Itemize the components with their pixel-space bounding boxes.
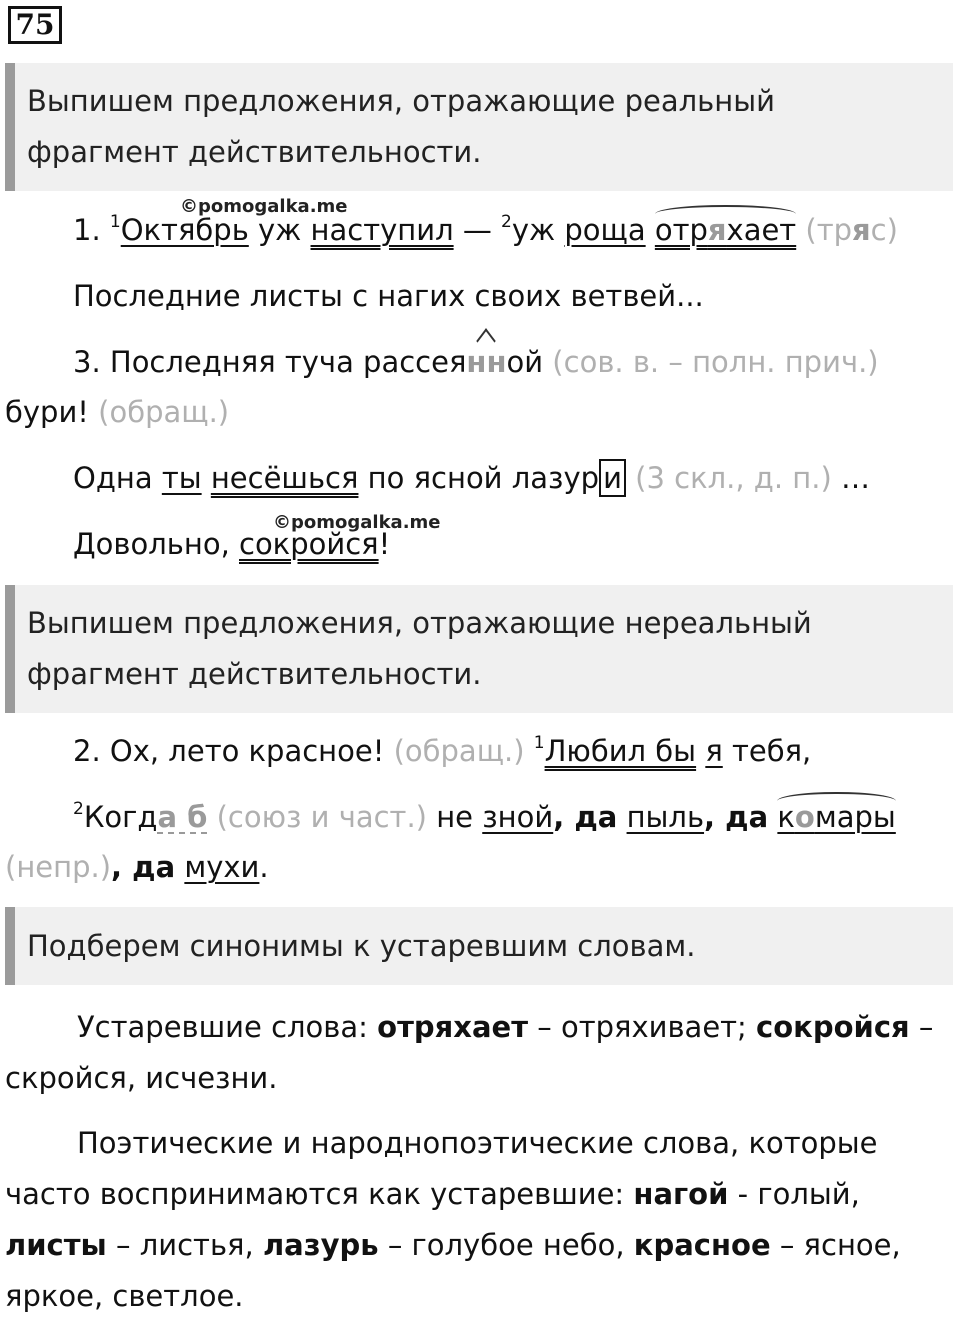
text: Довольно, (73, 527, 239, 561)
text (202, 461, 211, 495)
text: уж (511, 213, 565, 247)
text (696, 734, 705, 768)
clause-index: 2 (501, 212, 512, 232)
task-band-unreal (5, 585, 953, 713)
clause-index: 1 (533, 733, 545, 753)
sentence-3b (5, 395, 229, 429)
text: отр (654, 213, 708, 247)
text: тебя, (722, 734, 812, 768)
note: (обращ.) (384, 734, 534, 768)
paragraph-line (5, 1220, 945, 1271)
text (646, 213, 655, 247)
ending-box: и (599, 459, 626, 497)
text (617, 800, 626, 834)
text: . (259, 850, 269, 884)
sentence-2c (5, 850, 269, 884)
subject-word: роща (564, 213, 646, 247)
sentence-3 (73, 345, 879, 379)
bold-word: листы (5, 1228, 107, 1262)
vowel-highlight: я (852, 213, 871, 247)
note: с) (870, 213, 898, 247)
subject-word: Октябрь (120, 213, 249, 247)
watermark: ©pomogalka.me (180, 196, 348, 217)
note: (непр.) (5, 850, 112, 884)
paragraph-line: яркое, светлое. (5, 1279, 244, 1313)
note: (союз и част.) (207, 800, 427, 834)
note: (обращ.) (88, 395, 230, 429)
text: — (453, 213, 502, 247)
text (768, 800, 777, 834)
text: – отряхивает; (528, 1010, 757, 1044)
note: (3 скл., д. п.) (625, 461, 832, 495)
vowel-highlight: я (707, 213, 727, 247)
text: Одна (73, 461, 162, 495)
paragraph-line: скройся, исчезни. (5, 1061, 278, 1095)
text: уж (248, 213, 311, 247)
text: по ясной лазур (358, 461, 600, 495)
bold-word: нагой (633, 1177, 729, 1211)
bold-word: лазурь (262, 1228, 379, 1262)
conjunction: , да (111, 850, 176, 884)
bold-word: красное (633, 1228, 771, 1262)
text: бури! (5, 395, 89, 429)
note: (сов. в. – полн. прич.) (543, 345, 879, 379)
subject-word: мухи (184, 850, 260, 884)
suffix-highlight: нн (466, 345, 507, 379)
clause-index: 1 (109, 212, 121, 232)
sentence-2b (73, 799, 896, 834)
task-band-synonyms: Подберем синонимы к устаревшим словам. (5, 907, 953, 985)
text: - голый, (728, 1177, 860, 1211)
note: (тр (796, 213, 853, 247)
sentence-1b: Последние листы с нагих своих ветвей... (73, 279, 704, 313)
text: ! (378, 527, 391, 561)
predicate-word: сокройся (239, 527, 379, 561)
predicate-word: несёшься (210, 461, 359, 495)
text: – листья, (106, 1228, 263, 1262)
band-line: Выпишем предложения, отражающие реальный (27, 84, 775, 118)
text: – ясное, (770, 1228, 901, 1262)
paragraph-line: Поэтические и народнопоэтические слова, которые (77, 1126, 878, 1160)
band-line: фрагмент действительности. (27, 135, 482, 169)
predicate-word: наступил (310, 213, 454, 247)
band-line: фрагмент действительности. (27, 657, 482, 691)
bold-word: сокройся (756, 1010, 910, 1044)
sentence-3c (73, 461, 870, 495)
text: Когд (83, 800, 158, 834)
text: Устаревшие слова: (77, 1010, 378, 1044)
task-band-real (5, 63, 953, 191)
text: … (831, 461, 870, 495)
root-arc-word (655, 213, 796, 247)
text: часто воспринимаются как устаревшие: (5, 1177, 634, 1211)
subject-word: пыль (626, 800, 705, 834)
text: хает (726, 213, 797, 247)
clause-index: 2 (73, 799, 84, 819)
text: не (427, 800, 483, 834)
text: мары (814, 800, 896, 834)
sentence-1 (73, 212, 898, 247)
subject-word: я (705, 734, 723, 768)
watermark: ©pomogalka.me (273, 512, 441, 533)
sentence-number: 1. (73, 213, 110, 247)
text: – голубое небо, (378, 1228, 634, 1262)
conjunction-highlight: а б (157, 800, 208, 834)
bold-word: отряхает (377, 1010, 529, 1044)
text (175, 850, 184, 884)
conjunction: , да (553, 800, 618, 834)
paragraph-poetic (5, 1118, 945, 1322)
text: 2. Ох, лето красное! (73, 734, 385, 768)
root-arc-word (777, 800, 895, 834)
text: 3. Последняя туча рассея (73, 345, 467, 379)
band-line: Выпишем предложения, отражающие нереальный (27, 606, 812, 640)
exercise-number: 75 (8, 6, 62, 44)
paragraph-line (5, 1169, 945, 1220)
sentence-3d (73, 527, 390, 561)
paragraph-obsolete (5, 1002, 945, 1104)
text: ой (506, 345, 544, 379)
vowel-highlight: о (794, 800, 815, 834)
sentence-2 (73, 733, 811, 768)
text: к (777, 800, 795, 834)
paragraph-line (5, 1002, 945, 1053)
text: – (909, 1010, 934, 1044)
subject-word: ты (161, 461, 202, 495)
predicate-word: Любил бы (544, 734, 697, 768)
conjunction: , да (704, 800, 769, 834)
subject-word: зной (482, 800, 554, 834)
